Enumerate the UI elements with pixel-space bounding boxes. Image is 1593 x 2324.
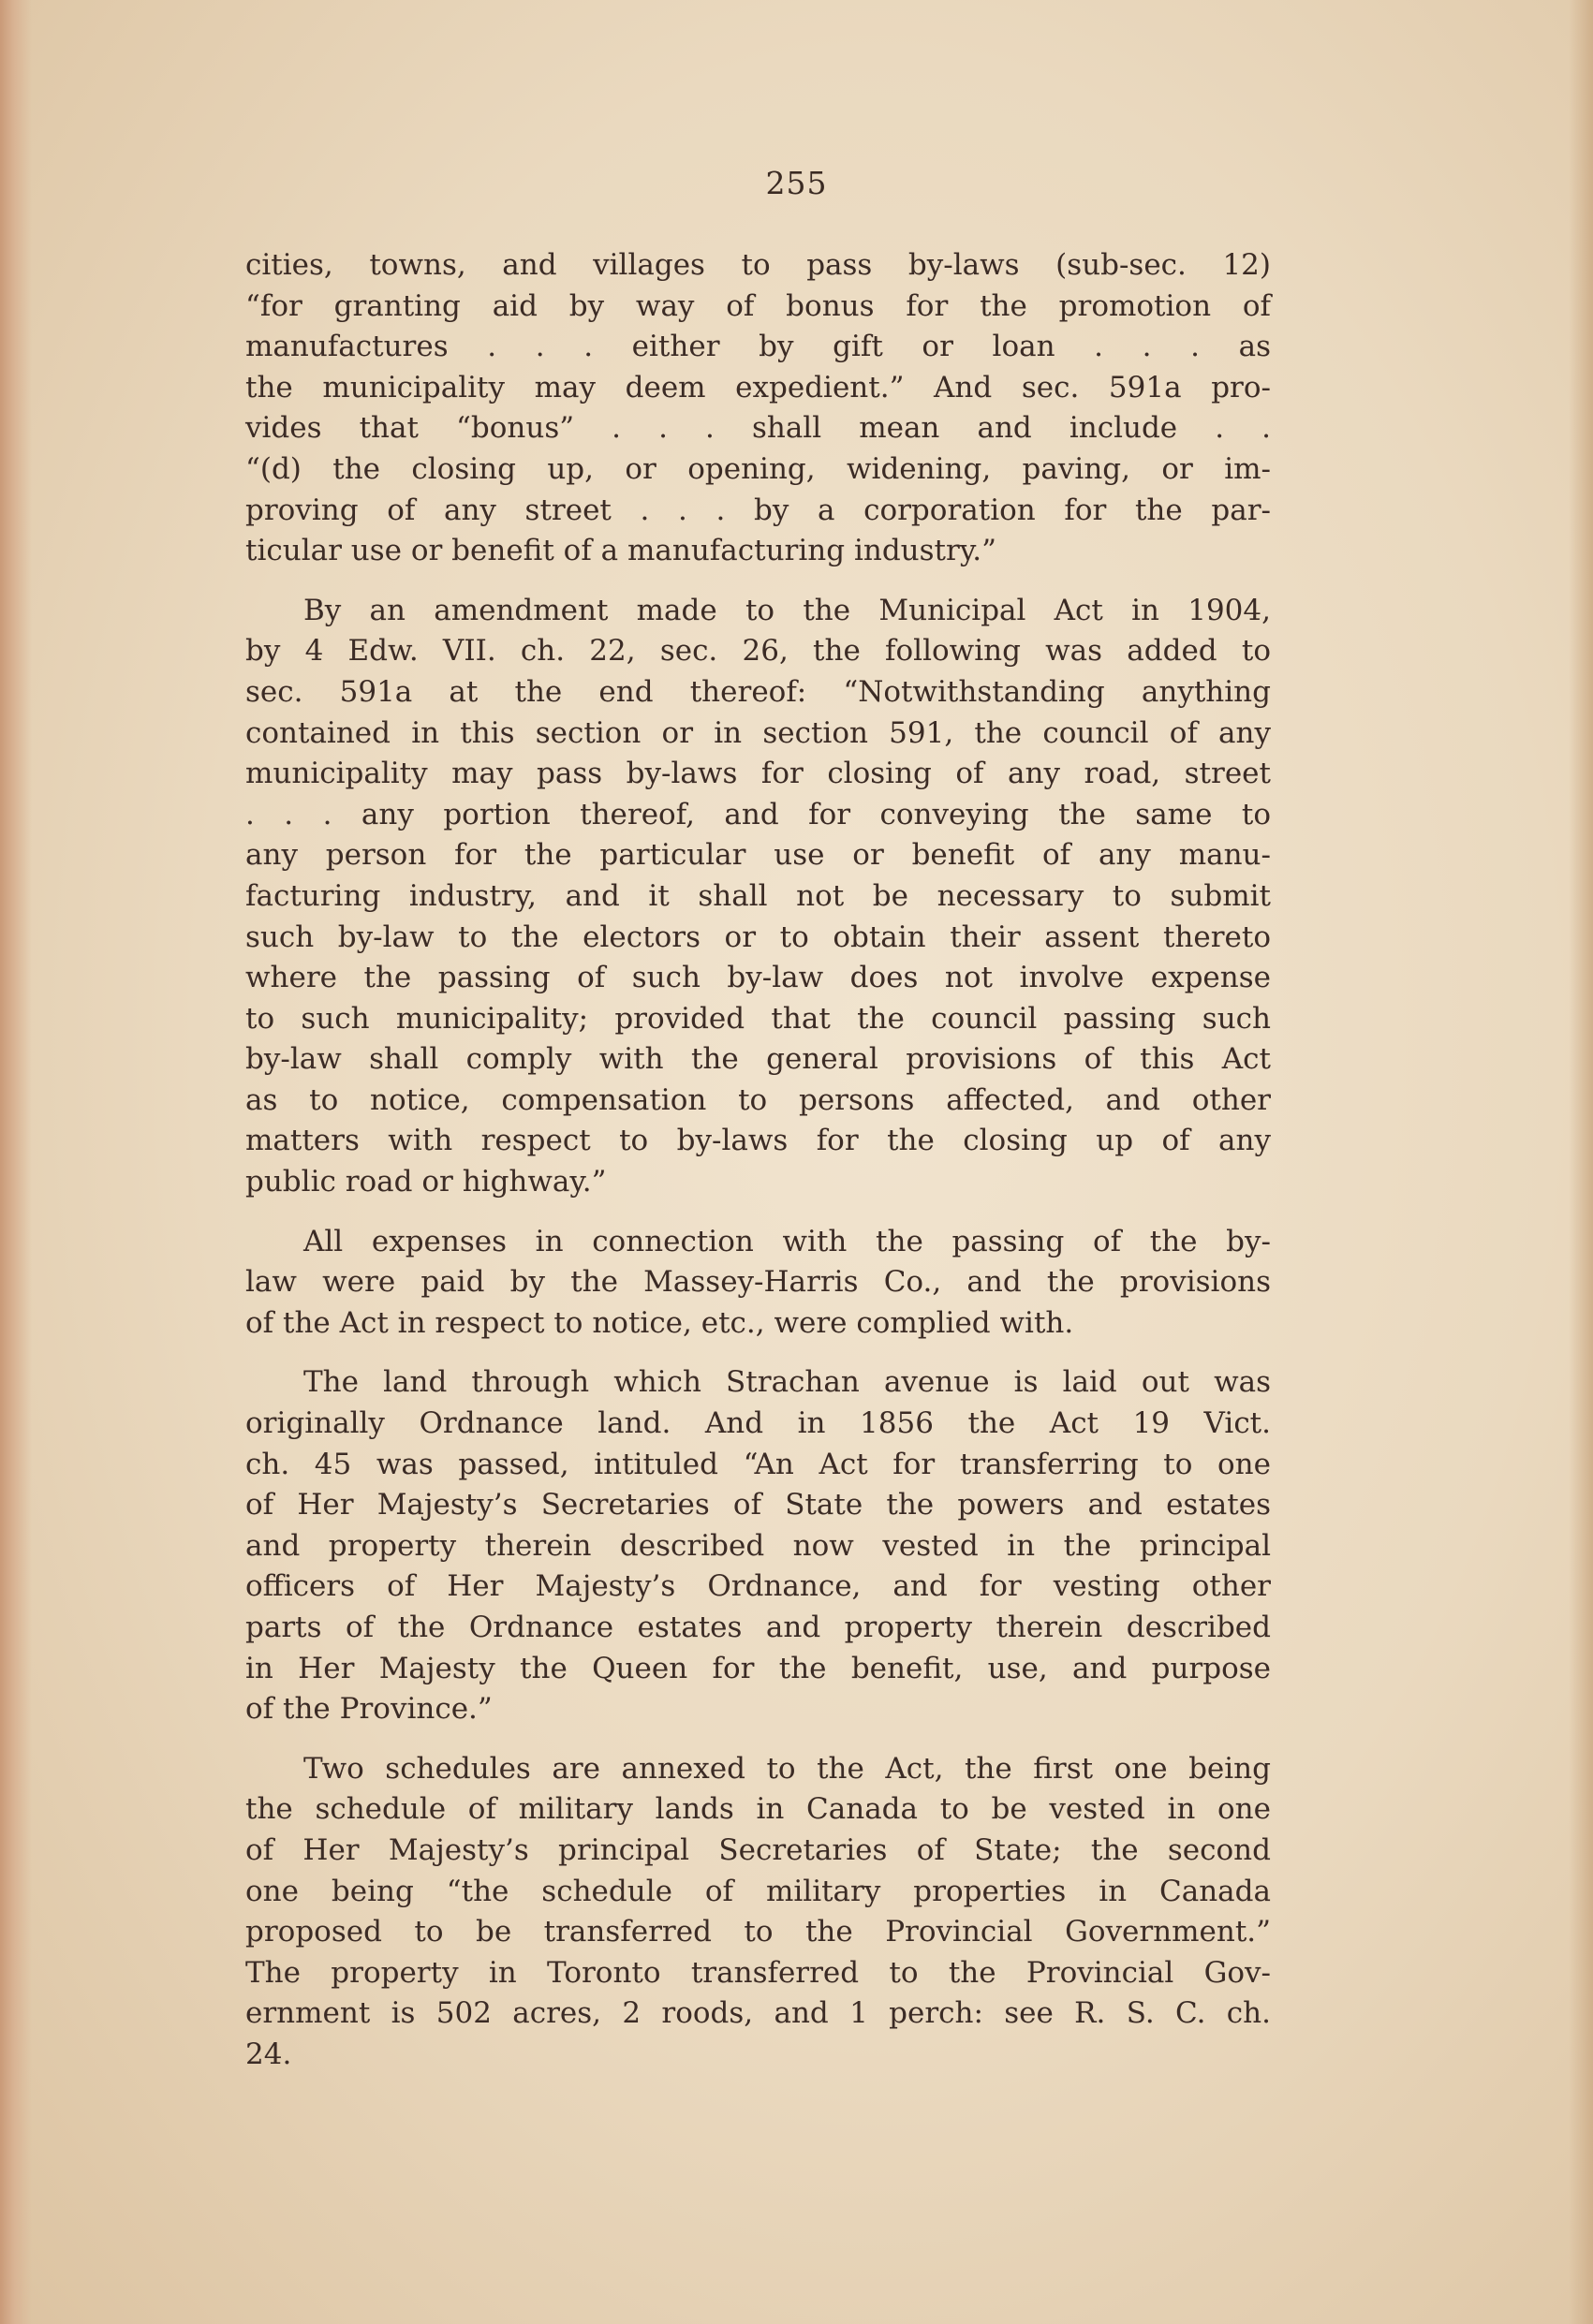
text-line: any person for the particular use or benefit of any manu- bbox=[245, 838, 1271, 873]
text-line: matters with respect to by-laws for the closing up of any bbox=[245, 1124, 1271, 1158]
paragraph-5 bbox=[245, 1749, 1271, 2076]
text-line: “(d) the closing up, or opening, widening, paving, or im- bbox=[245, 451, 1271, 486]
text-line: public road or highway.” bbox=[245, 1165, 607, 1199]
text-line: of the Province.” bbox=[245, 1692, 493, 1727]
text-line: 24. bbox=[245, 2037, 292, 2071]
text-line: vides that “bonus” . . . shall mean and include . . bbox=[245, 411, 1271, 446]
text-line: in Her Majesty the Queen for the benefit, use, and purpose bbox=[245, 1651, 1271, 1685]
text-line: By an amendment made to the Municipal Act in 1904, bbox=[303, 593, 1271, 627]
text-line: as to notice, compensation to persons affected, and other bbox=[245, 1082, 1271, 1117]
text-line: ticular use or benefit of a manufacturing industry.” bbox=[245, 534, 996, 568]
text-line: such by-law to the electors or to obtain their assent thereto bbox=[245, 919, 1271, 954]
text-line: facturing industry, and it shall not be necessary to submit bbox=[245, 878, 1271, 913]
text-line: and property therein described now vested in the principal bbox=[245, 1528, 1271, 1563]
paragraph-4 bbox=[245, 1362, 1271, 1729]
paragraph-3 bbox=[245, 1222, 1271, 1345]
text-line: ernment is 502 acres, 2 roods, and 1 perch: see R. S. C. ch. bbox=[245, 1996, 1271, 2031]
text-line: of Her Majesty’s principal Secretaries of State; the second bbox=[245, 1832, 1271, 1867]
paragraph-2 bbox=[245, 591, 1271, 1203]
text-line: The property in Toronto transferred to the Provincial Gov- bbox=[245, 1955, 1271, 1990]
text-line: “for granting aid by way of bonus for the promotion of bbox=[245, 288, 1271, 323]
page-number: 255 bbox=[765, 165, 828, 201]
text-line: Two schedules are annexed to the Act, the first one being bbox=[303, 1751, 1271, 1786]
text-line: law were paid by the Massey-Harris Co., and the provisions bbox=[245, 1265, 1271, 1300]
text-line: contained in this section or in section 591, the council of any bbox=[245, 715, 1271, 750]
text-line: . . . any portion thereof, and for conveying the same to bbox=[245, 797, 1271, 831]
page-left-edge-shading bbox=[0, 0, 32, 2324]
text-line: The land through which Strachan avenue is laid out was bbox=[303, 1365, 1271, 1400]
text-line: to such municipality; provided that the council passing such bbox=[245, 1001, 1271, 1036]
text-line: the municipality may deem expedient.” And sec. 591a pro- bbox=[245, 370, 1271, 404]
text-line: by-law shall comply with the general provisions of this Act bbox=[245, 1042, 1271, 1077]
text-line: ch. 45 was passed, intituled “An Act for transferring to one bbox=[245, 1447, 1271, 1481]
text-line: cities, towns, and villages to pass by-laws (sub-sec. 12) bbox=[245, 248, 1271, 282]
paragraph-1 bbox=[245, 245, 1271, 572]
text-line: where the passing of such by-law does not involve expense bbox=[245, 961, 1271, 995]
text-line: of the Act in respect to notice, etc., were complied with. bbox=[245, 1305, 1074, 1340]
page-right-edge-shading bbox=[1569, 0, 1593, 2324]
body-text bbox=[245, 245, 1271, 2076]
text-line: officers of Her Majesty’s Ordnance, and for vesting other bbox=[245, 1569, 1271, 1604]
text-line: proposed to be transferred to the Provincial Government.” bbox=[245, 1915, 1271, 1949]
text-line: one being “the schedule of military properties in Canada bbox=[245, 1874, 1271, 1908]
text-line: manufactures . . . either by gift or loan . . . as bbox=[245, 330, 1271, 364]
text-line: parts of the Ordnance estates and property therein described bbox=[245, 1611, 1271, 1644]
text-line: municipality may pass by-laws for closing of any road, street bbox=[245, 757, 1271, 791]
text-line: of Her Majesty’s Secretaries of State the powers and estates bbox=[245, 1488, 1271, 1522]
text-line: proving of any street . . . by a corporation for the par- bbox=[245, 493, 1271, 527]
text-line: sec. 591a at the end thereof: “Notwithstanding anything bbox=[245, 674, 1271, 709]
text-line: originally Ordnance land. And in 1856 the Act 19 Vict. bbox=[245, 1406, 1271, 1441]
text-line: All expenses in connection with the passing of the by- bbox=[303, 1224, 1271, 1258]
text-line: the schedule of military lands in Canada to be vested in one bbox=[245, 1792, 1271, 1827]
text-line: by 4 Edw. VII. ch. 22, sec. 26, the following was added to bbox=[245, 634, 1271, 669]
